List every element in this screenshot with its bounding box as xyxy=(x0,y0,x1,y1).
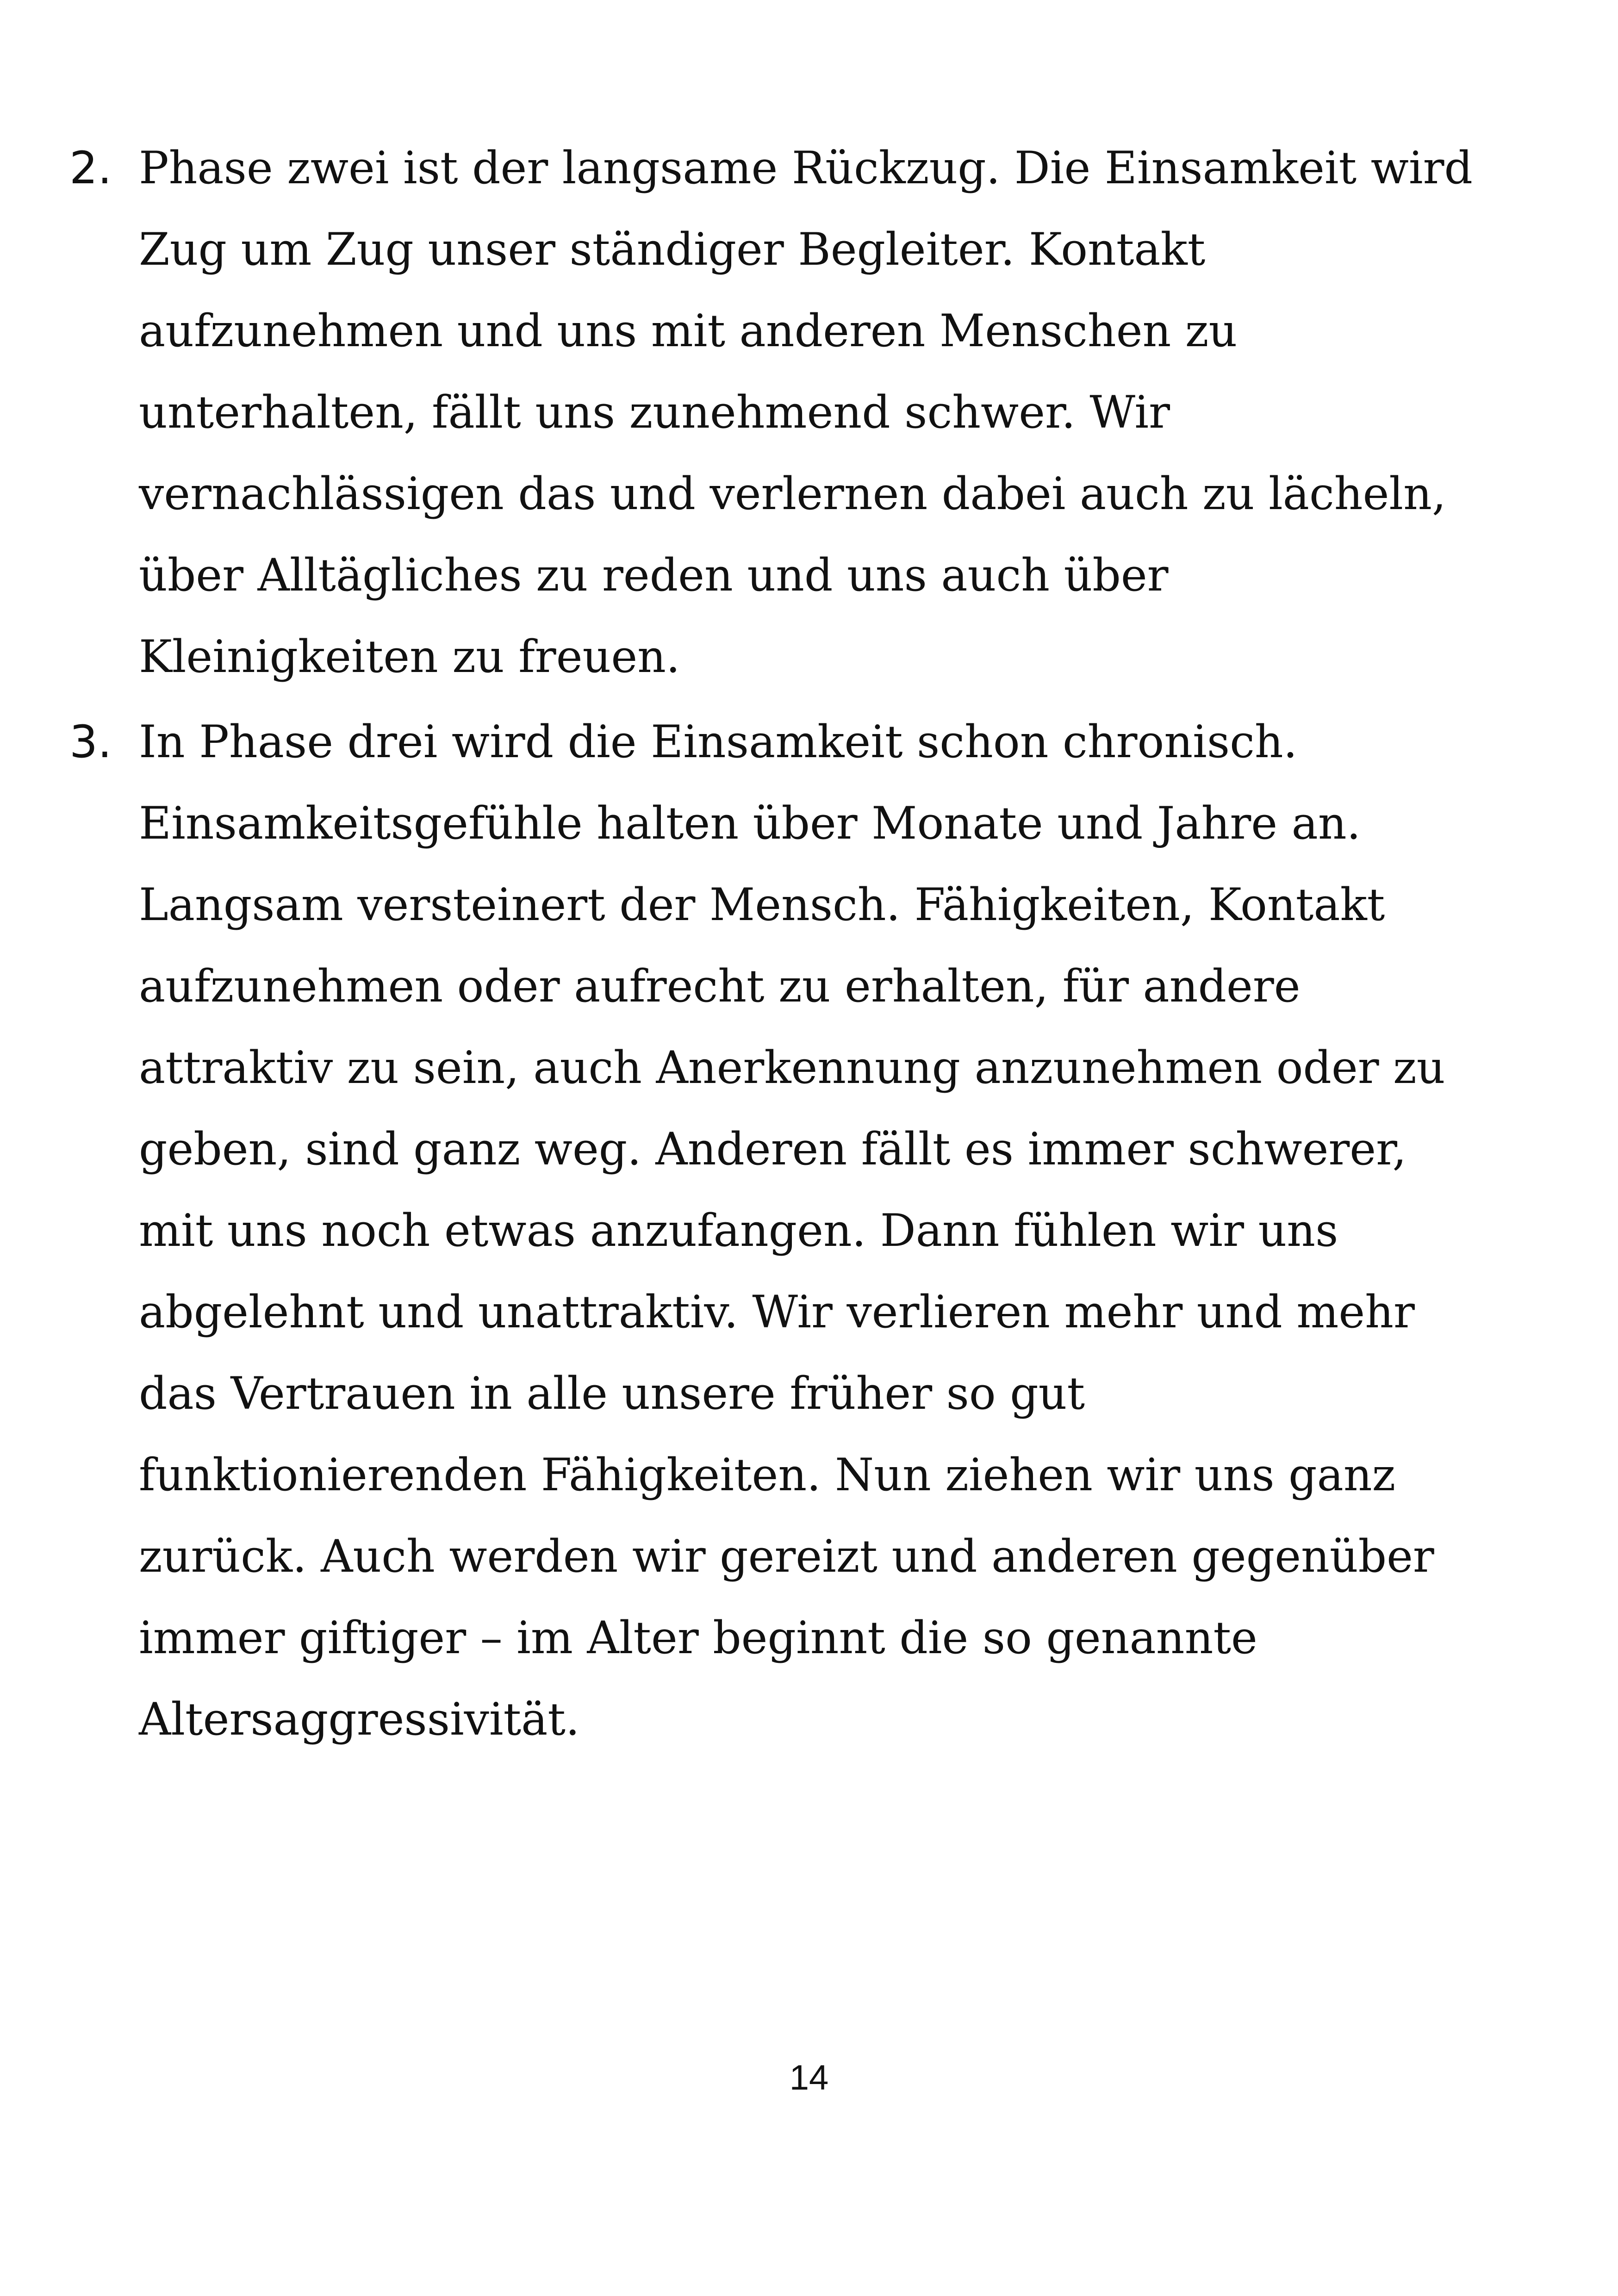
text-line: Langsam versteinert der Mensch. Fähigkeiten, Kontakt xyxy=(139,879,1385,931)
text-line: aufzunehmen oder aufrecht zu erhalten, für andere xyxy=(139,960,1301,1012)
list-item-text xyxy=(139,127,1513,697)
page-number: 14 xyxy=(789,2058,829,2097)
list-item xyxy=(69,127,1513,697)
text-line: funktionierenden Fähigkeiten. Nun ziehen wir uns ganz xyxy=(139,1449,1396,1501)
numbered-list xyxy=(69,127,1513,1760)
text-line: Altersaggressivität. xyxy=(139,1693,580,1745)
text-line: abgelehnt und unattraktiv. Wir verlieren mehr und mehr xyxy=(139,1286,1415,1338)
text-line: das Vertrauen in alle unsere früher so gut xyxy=(139,1368,1085,1419)
text-line: immer giftiger – im Alter beginnt die so genannte xyxy=(139,1612,1257,1664)
text-line: aufzunehmen und uns mit anderen Menschen zu xyxy=(139,305,1238,357)
text-line: Einsamkeitsgefühle halten über Monate und Jahre an. xyxy=(139,797,1361,849)
text-line: über Alltägliches zu reden und uns auch über xyxy=(139,549,1169,601)
list-item-text xyxy=(139,701,1513,1760)
list-item-number: 3. xyxy=(69,716,112,768)
list-item-number: 2. xyxy=(69,142,112,194)
text-line: vernachlässigen das und verlernen dabei auch zu lächeln, xyxy=(139,468,1446,520)
list-item xyxy=(69,701,1513,1760)
text-line: zurück. Auch werden wir gereizt und anderen gegenüber xyxy=(139,1531,1434,1582)
text-line: Phase zwei ist der langsame Rückzug. Die Einsamkeit wird xyxy=(139,142,1473,194)
text-line: Zug um Zug unser ständiger Begleiter. Kontakt xyxy=(139,224,1206,275)
text-line: geben, sind ganz weg. Anderen fällt es immer schwerer, xyxy=(139,1123,1406,1175)
text-line: In Phase drei wird die Einsamkeit schon chronisch. xyxy=(139,716,1298,768)
text-line: Kleinigkeiten zu freuen. xyxy=(139,631,680,683)
text-line: unterhalten, fällt uns zunehmend schwer. Wir xyxy=(139,386,1170,438)
text-line: attraktiv zu sein, auch Anerkennung anzunehmen oder zu xyxy=(139,1042,1445,1094)
text-line: mit uns noch etwas anzufangen. Dann fühlen wir uns xyxy=(139,1205,1338,1257)
